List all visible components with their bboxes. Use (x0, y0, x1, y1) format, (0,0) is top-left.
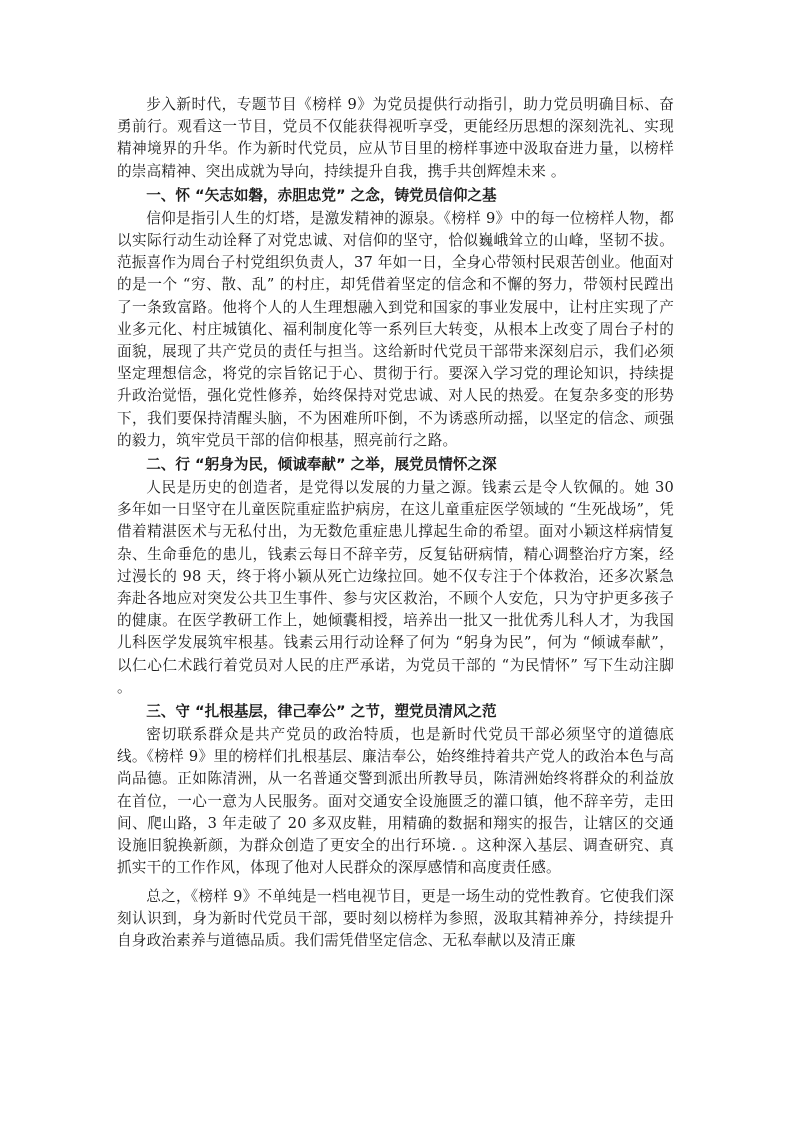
section-1-heading: 一、怀 “矢志如磐，赤胆忠党” 之念，铸党员信仰之基 (146, 186, 497, 204)
intro-paragraph: 步入新时代，专题节目《榜样 9》为党员提供行动指引，助力党员明确目标、奋勇前行。观看这一节目，党员不仅能获得视听享受，更能经历思想的深刻洗礼、实现精神境界的升华。作为新时代党员，应从节目里的榜样事迹中汲取奋进力量，以榜样的崇高精神、突出成就为导向，持续提升自我，携手共创辉煌未来 。 (117, 96, 674, 180)
document-page (117, 94, 674, 952)
section-2-heading: 二、行 “躬身为民，倾诚奉献” 之举，展党员情怀之深 (146, 456, 497, 474)
conclusion-paragraph: 总之，《榜样 9》不单纯是一档电视节目，更是一场生动的党性教育。它使我们深刻认识到，身为新时代党员干部，要时刻以榜样为参照，汲取其精神养分，持续提升自身政治素养与道德品质。我们需凭借坚定信念、无私奉献以及清正廉 (117, 887, 674, 949)
section-3-heading: 三、守 “扎根基层，律己奉公” 之节，塑党员清风之范 (146, 703, 497, 721)
section-2-body: 人民是历史的创造者，是党得以发展的力量之源。钱素云是令人钦佩的。她 30 多年如一日坚守在儿童医院重症监护病房，在这儿童重症医学领域的 “生死战场”，凭借着精湛医术与无私付出，为无数危重症患儿撑起生命的希望。面对小颖这样病情复杂、生命垂危的患儿，钱素云每日不辞辛劳，反复钻研病情，精心调整治疗方案，经过漫长的 98 天，终于将小颖从死亡边缘拉回。她不仅专注于个体救治，还多次紧急奔赴各地应对突发公共卫生事件、参与灾区救治，不顾个人安危，只为守护更多孩子的健康。在医学教研工作上，她倾囊相授，培养出一批又一批优秀儿科人才，为我国儿科医学发展筑牢根基。钱素云用行动诠释了何为 “躬身为民”，何为 “倾诚奉献”，以仁心仁术践行着党员对人民的庄严承诺，为党员干部的 “为民情怀” 写下生动注脚 。 (117, 479, 674, 696)
section-3-body: 密切联系群众是共产党员的政治特质，也是新时代党员干部必须坚守的道德底线。《榜样 9》里的榜样们扎根基层、廉洁奉公，始终维持着共产党人的政治本色与高尚品德。正如陈清洲，从一名普通交警到派出所教导员，陈清洲始终将群众的利益放在首位，一心一意为人民服务。面对交通安全设施匮乏的灌口镇，他不辞辛劳，走田间、爬山路，3 年走破了 20 多双皮鞋，用精确的数据和翔实的报告，让辖区的交通设施旧貌换新颜，为群众创造了更安全的出行环境. 。这种深入基层、调查研究、真抓实干的工作作风，体现了他对人民群众的深厚感情和高度责任感。 (117, 726, 674, 877)
section-1-body: 信仰是指引人生的灯塔，是激发精神的源泉。《榜样 9》中的每一位榜样人物，都以实际行动生动诠释了对党忠诚、对信仰的坚守，恰似巍峨耸立的山峰，坚韧不拔。范振喜作为周台子村党组织负责人，37 年如一日，全身心带领村民艰苦创业。他面对的是一个 “穷、散、乱” 的村庄，却凭借着坚定的信念和不懈的努力，带领村民蹚出了一条致富路。他将个人的人生理想融入到党和国家的事业发展中，让村庄实现了产业多元化、村庄城镇化、福利制度化等一系列巨大转变，从根本上改变了周台子村的面貌，展现了共产党员的责任与担当。这给新时代党员干部带来深刻启示，我们必须坚定理想信念，将党的宗旨铭记于心、贯彻于行。要深入学习党的理论知识，持续提升政治觉悟，强化党性修养，始终保持对党忠诚、对人民的热爱。在复杂多变的形势下，我们要保持清醒头脑，不为困难所吓倒，不为诱惑所动摇，以坚定的信念、顽强的毅力，筑牢党员干部的信仰根基，照亮前行之路。 (117, 209, 674, 449)
